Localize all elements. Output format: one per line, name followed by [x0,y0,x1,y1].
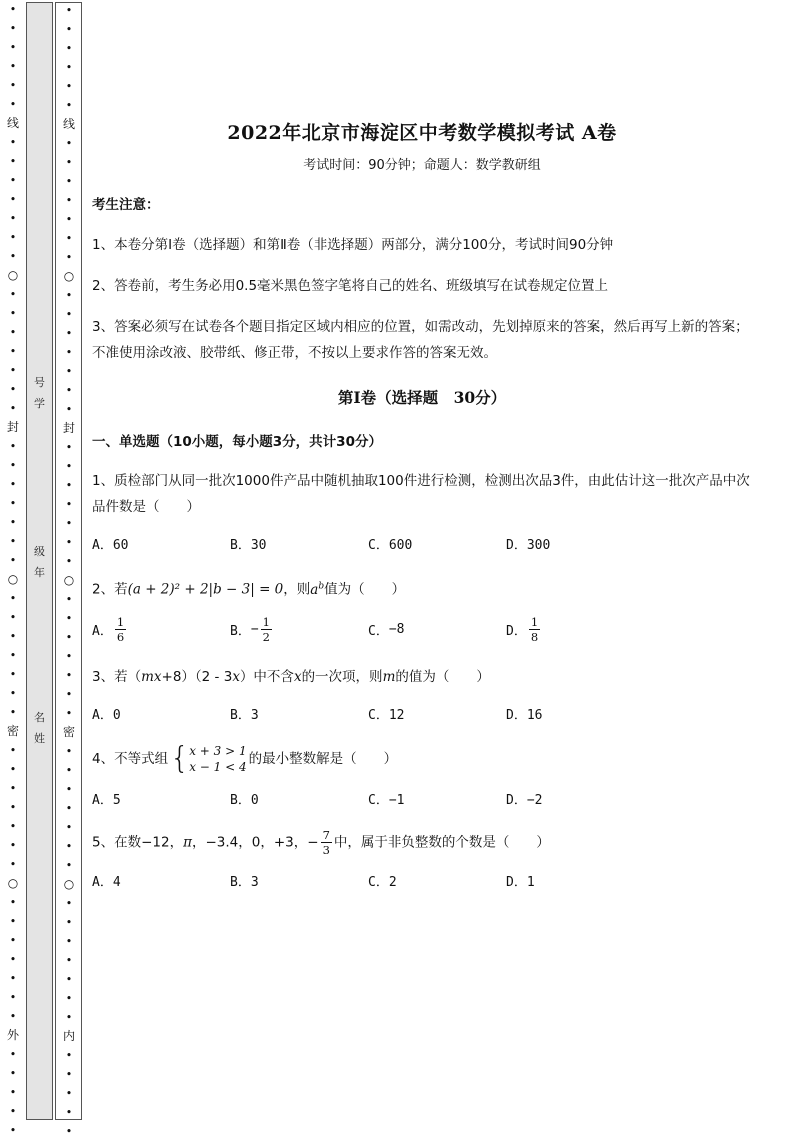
seal-dot: • [65,973,73,986]
seal-dot: • [65,935,73,948]
seal-dot: • [65,251,73,264]
fraction: $\frac{1}{2}$ [262,614,270,644]
name-label: 名 姓 [34,711,45,745]
class-label: 级 年 [34,545,45,579]
seal-dot: • [65,498,73,511]
seal-dot: • [9,440,17,453]
seal-char: 线 [6,116,19,130]
seal-dot: • [65,593,73,606]
seal-dot: • [65,308,73,321]
option-a[interactable]: A．60 [92,538,129,553]
question-3: 3、若（mx+8）（2 - 3x）中不含x的一次项，则m的值为（ ） [92,668,490,685]
option-d[interactable]: D．300 [506,538,551,553]
seal-dot: • [9,744,17,757]
seal-dot: • [65,61,73,74]
option-b[interactable]: B．30 [230,538,267,553]
seal-dot: • [65,688,73,701]
seal-dot: • [65,612,73,625]
seal-dot: • [65,80,73,93]
seal-dot: • [65,650,73,663]
seal-circle-icon: ○ [63,269,75,283]
seal-dot: • [65,517,73,530]
student-id-label: 号 学 [34,376,45,410]
seal-dot: • [65,821,73,834]
inner-seal-line [56,1,82,1138]
seal-dot: • [9,687,17,700]
seal-dot: • [9,1010,17,1023]
seal-dot: • [65,555,73,568]
seal-dot: • [9,79,17,92]
seal-dot: • [9,383,17,396]
seal-dot: • [65,156,73,169]
question-4: 4、不等式组 { x + 3 > 1 x − 1 < 4 的最小整数解是（ ） [92,740,398,776]
seal-dot: • [9,630,17,643]
seal-dot: • [65,479,73,492]
seal-dot: • [65,954,73,967]
seal-dot: • [65,1068,73,1081]
part-title: 一、单选题（10小题，每小题3分，共计30分） [92,434,382,450]
option-b[interactable]: B．3 [230,707,259,723]
seal-dot: • [9,497,17,510]
seal-dot: • [65,783,73,796]
seal-dot: • [65,365,73,378]
seal-dot: • [65,707,73,720]
q2-power: $a^b$ [310,581,325,598]
seal-dot: • [9,60,17,73]
option-a[interactable]: A．0 [92,707,121,723]
option-d[interactable]: D．16 [506,707,543,723]
option-c[interactable]: C．2 [368,874,397,890]
seal-dot: • [65,99,73,112]
inequality-system: { x + 3 > 1 x − 1 < 4 [170,740,247,776]
seal-dot: • [65,745,73,758]
question-3-options [92,704,752,723]
seal-dot: • [9,1086,17,1099]
seal-dot: • [9,402,17,415]
seal-char: 封 [62,421,75,435]
seal-dot: • [65,897,73,910]
seal-dot: • [65,536,73,549]
seal-dot: • [9,554,17,567]
seal-dot: • [65,441,73,454]
seal-dot: • [65,1087,73,1100]
seal-dot: • [9,1067,17,1080]
seal-dot: • [9,839,17,852]
seal-dot: • [65,669,73,682]
question-2-options [92,615,752,644]
exam-subtitle: 考试时间：90分钟；命题人：数学教研组 [303,158,541,173]
seal-dot: • [9,459,17,472]
seal-dot: • [65,460,73,473]
notice-item: 2、答卷前，考生务必用0.5毫米黑色签字笔将自己的姓名、班级填写在试卷规定位置上 [92,278,609,294]
seal-dot: • [9,668,17,681]
seal-dot: • [65,137,73,150]
notice-heading: 考生注意： [92,197,160,213]
option-b[interactable]: B． − $\frac{1}{2}$ [230,614,270,644]
fraction: $\frac{1}{8}$ [530,614,539,644]
option-a[interactable]: A．4 [92,874,121,890]
seal-dot: • [9,174,17,187]
seal-dot: • [65,992,73,1005]
seal-dot: • [9,231,17,244]
seal-dot: • [65,802,73,815]
seal-char: 密 [6,724,19,738]
seal-dot: • [9,649,17,662]
seal-dot: • [65,213,73,226]
exam-title: 2022年北京市海淀区中考数学模拟考试 A卷 [227,122,617,144]
seal-dot: • [9,915,17,928]
seal-dot: • [9,364,17,377]
seal-dot: • [9,250,17,263]
seal-dot: • [9,972,17,985]
seal-dot: • [9,326,17,339]
seal-dot: • [9,41,17,54]
section-title: 第I卷（选择题 30分） [337,388,507,407]
seal-dot: • [9,763,17,776]
seal-dot: • [9,535,17,548]
seal-dot: • [9,136,17,149]
option-b[interactable]: B．0 [230,792,259,808]
seal-dot: • [65,859,73,872]
seal-dot: • [9,345,17,358]
option-c[interactable]: C．12 [368,707,405,723]
option-d[interactable]: D．1 [506,874,535,890]
seal-dot: • [9,858,17,871]
seal-dot: • [65,1011,73,1024]
seal-dot: • [65,403,73,416]
seal-dot: • [65,194,73,207]
seal-dot: • [9,3,17,16]
seal-dot: • [9,516,17,529]
seal-dot: • [9,307,17,320]
notice-item: 3、答案必须写在试卷各个题目指定区域内相应的位置，如需改动，先划掉原来的答案，然后再写上新的答案；不准使用涂改液、胶带纸、修正带，不按以上要求作答的答案无效。 [92,319,749,361]
seal-char: 封 [6,420,19,434]
seal-dot: • [65,1106,73,1119]
seal-dot: • [9,782,17,795]
seal-dot: • [9,934,17,947]
seal-dot: • [65,175,73,188]
seal-dot: • [9,706,17,719]
seal-char: 内 [62,1029,75,1043]
seal-dot: • [9,1048,17,1061]
seal-dot: • [65,23,73,36]
option-d[interactable]: D．−2 [506,792,543,808]
seal-dot: • [65,232,73,245]
question-5-options [92,871,752,890]
option-a[interactable]: A． $\frac{1}{6}$ [92,614,125,644]
seal-dot: • [9,212,17,225]
seal-dot: • [9,592,17,605]
exam-content [92,118,752,910]
seal-circle-icon: ○ [7,876,19,890]
option-b[interactable]: B．3 [230,874,259,890]
outer-seal-line [0,0,26,1137]
option-c[interactable]: C． −8 [368,621,405,639]
seal-dot: • [9,155,17,168]
fraction: $\frac{7}{3}$ [322,827,330,857]
seal-circle-icon: ○ [63,573,75,587]
seal-dot: • [9,991,17,1004]
seal-circle-icon: ○ [7,268,19,282]
seal-dot: • [65,289,73,302]
notice-item: 1、本卷分第I卷（选择题）和第Ⅱ卷（非选择题）两部分，满分100分，考试时间90分钟 [92,237,614,253]
seal-circle-icon: ○ [63,877,75,891]
seal-dot: • [9,1124,17,1137]
question-1-options [92,534,752,553]
seal-char: 外 [6,1028,19,1042]
option-c[interactable]: C．600 [368,538,413,553]
seal-dot: • [9,478,17,491]
question-4-options [92,789,752,808]
seal-dot: • [9,1105,17,1118]
seal-dot: • [65,346,73,359]
seal-dot: • [65,327,73,340]
question-5: 5、在数−12，π，−3.4，0，+3，− $\frac{7}{3}$ 中，属于非负整数的个数是（ ） [92,827,550,857]
seal-dot: • [9,611,17,624]
seal-dot: • [9,801,17,814]
seal-dot: • [9,820,17,833]
seal-dot: • [65,916,73,929]
seal-dot: • [9,22,17,35]
q2-formula: (a + 2)² + 2|b − 3| = 0 [127,581,284,598]
seal-dot: • [65,384,73,397]
option-d[interactable]: D． $\frac{1}{8}$ [506,614,539,644]
seal-dot: • [65,1049,73,1062]
seal-dot: • [65,1125,73,1138]
seal-dot: • [65,42,73,55]
seal-dot: • [9,98,17,111]
seal-dot: • [9,288,17,301]
seal-dot: • [9,953,17,966]
seal-char: 线 [62,117,75,131]
seal-dot: • [65,840,73,853]
fraction: $\frac{1}{6}$ [116,614,125,644]
seal-dot: • [65,764,73,777]
seal-dot: • [65,4,73,17]
binding-margin-inner [55,2,82,1138]
seal-char: 密 [62,725,75,739]
seal-circle-icon: ○ [7,572,19,586]
seal-dot: • [9,193,17,206]
option-c[interactable]: C．−1 [368,792,405,808]
question-2: 2、若(a + 2)² + 2|b − 3| = 0，则$a^b$值为（ ） [92,581,406,598]
seal-dot: • [65,631,73,644]
seal-dot: • [9,896,17,909]
question-1: 1、质检部门从同一批次1000件产品中随机抽取100件进行检测，检测出次品3件，由此估计这一批次产品中次品件数是（ ） [92,473,750,515]
option-a[interactable]: A．5 [92,792,121,808]
binding-margin-outer [0,0,26,1137]
